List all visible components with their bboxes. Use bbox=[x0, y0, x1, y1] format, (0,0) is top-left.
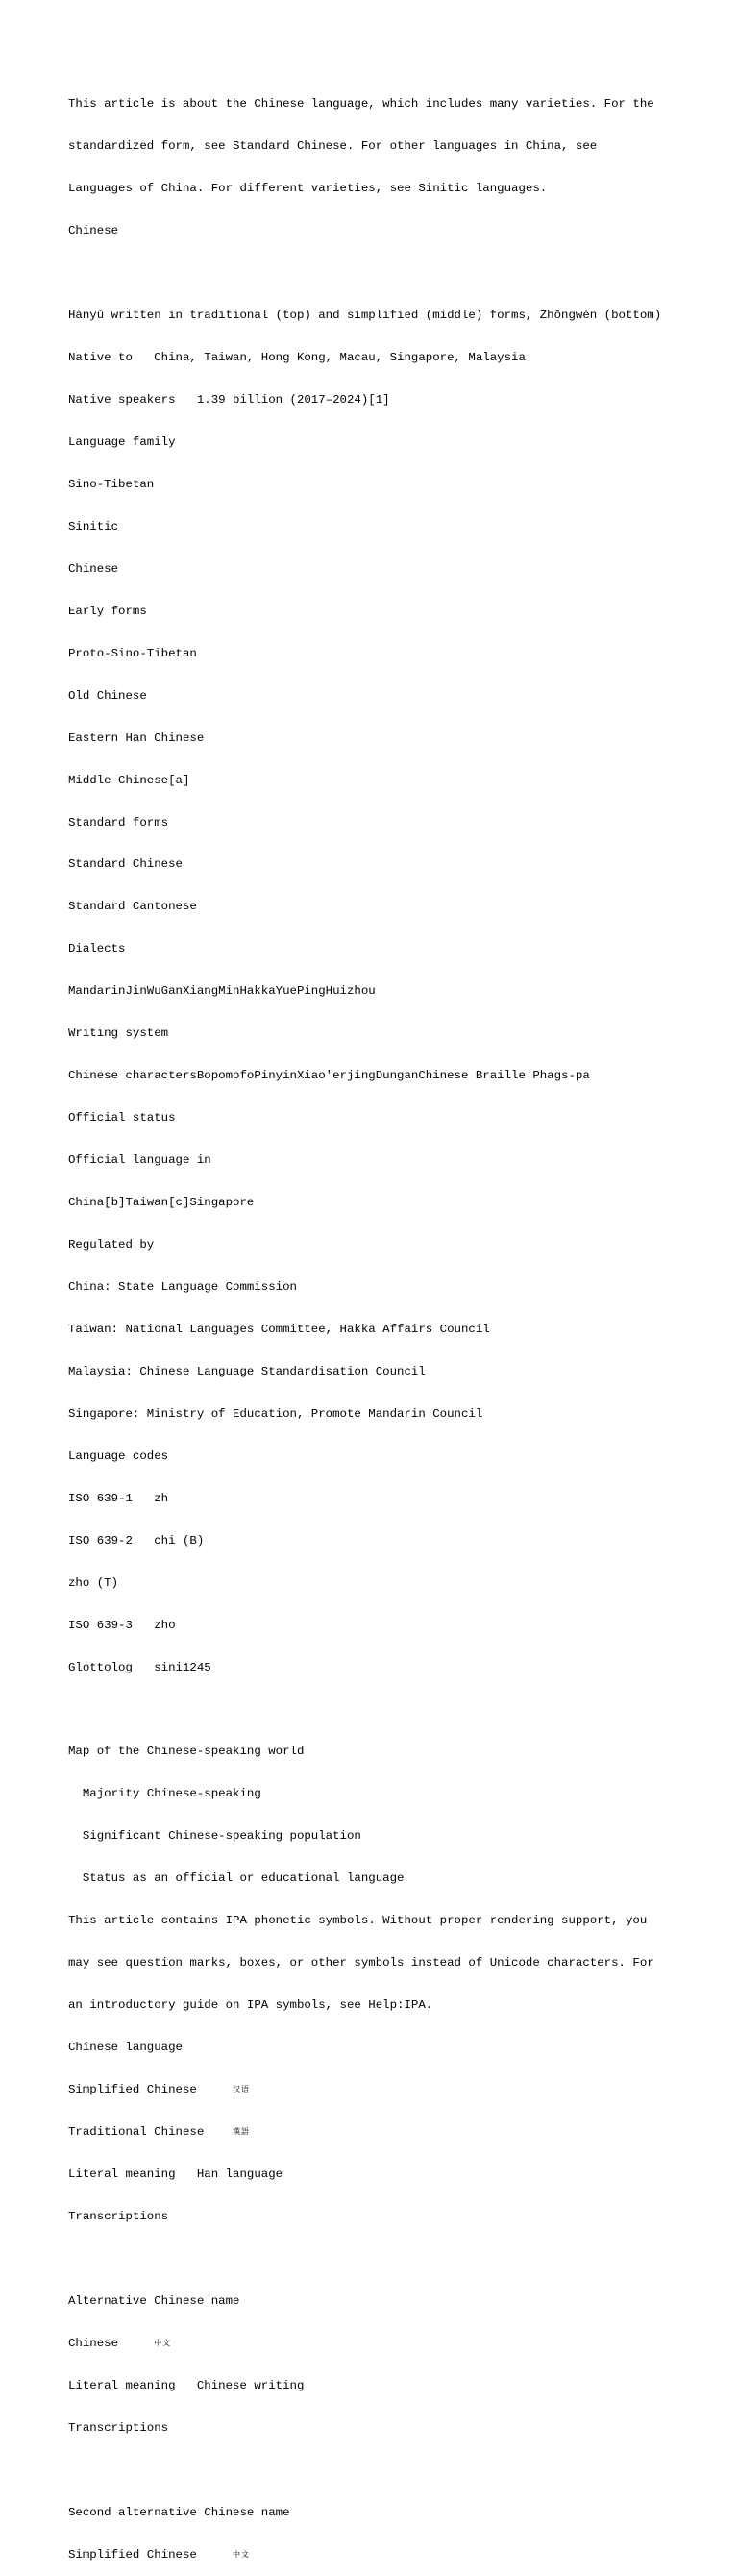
infobox-row: Sino-Tibetan bbox=[68, 477, 155, 491]
ipa-notice: an introductory guide on IPA symbols, see Help:IPA. bbox=[68, 1998, 433, 2013]
map-caption: Map of the Chinese-speaking world bbox=[68, 1745, 305, 1759]
map-legend-item: Majority Chinese-speaking bbox=[68, 1787, 261, 1801]
traditional-chinese-glyphs: 漢語 bbox=[233, 2128, 251, 2138]
name-box-title: Second alternative Chinese name bbox=[68, 2505, 290, 2519]
infobox-row: Official language in bbox=[68, 1153, 211, 1168]
infobox-row: Standard Cantonese bbox=[68, 900, 197, 914]
infobox-row: Native to China, Taiwan, Hong Kong, Macau, Singapore, Malaysia bbox=[68, 351, 526, 365]
infobox-row: Writing system bbox=[68, 1027, 169, 1041]
name-box-row: Simplified Chinese 汉语 bbox=[68, 2083, 251, 2097]
name-box-row: Literal meaning Han language bbox=[68, 2167, 283, 2182]
simplified-chinese-glyphs: 中文 bbox=[233, 2550, 251, 2560]
infobox-row: Standard Chinese bbox=[68, 857, 183, 872]
infobox-row: Singapore: Ministry of Education, Promote Mandarin Council bbox=[68, 1406, 483, 1421]
name-box-row: Transcriptions bbox=[68, 2420, 169, 2435]
hatnote-line: standardized form, see Standard Chinese. For other languages in China, see bbox=[68, 139, 598, 154]
infobox-row: Chinese bbox=[68, 561, 119, 576]
hatnote-line: Languages of China. For different varieties, see Sinitic languages. bbox=[68, 182, 548, 196]
name-box-title: Chinese language bbox=[68, 2041, 183, 2055]
infobox-row: MandarinJinWuGanXiangMinHakkaYuePingHuizhou bbox=[68, 984, 376, 999]
chinese-glyphs: 中文 bbox=[154, 2339, 172, 2348]
infobox-row: Eastern Han Chinese bbox=[68, 731, 205, 745]
infobox-row: Glottolog sini1245 bbox=[68, 1660, 211, 1674]
blank-line bbox=[68, 2252, 683, 2266]
infobox-row: Chinese charactersBopomofoPinyinXiao'erjingDunganChinese BrailleʼPhags-pa bbox=[68, 1069, 590, 1083]
infobox-row: ISO 639-2 chi (B) bbox=[68, 1533, 205, 1548]
infobox-row: Early forms bbox=[68, 604, 147, 618]
infobox-row: Regulated by bbox=[68, 1238, 155, 1252]
infobox-row: ISO 639-1 zh bbox=[68, 1491, 169, 1505]
map-legend-item: Significant Chinese-speaking population bbox=[68, 1829, 361, 1844]
infobox-row: Language codes bbox=[68, 1449, 169, 1463]
ipa-notice: may see question marks, boxes, or other symbols instead of Unicode characters. For bbox=[68, 1956, 654, 1970]
infobox-row: Taiwan: National Languages Committee, Hakka Affairs Council bbox=[68, 1322, 490, 1336]
name-box-row: Transcriptions bbox=[68, 2209, 169, 2223]
simplified-chinese-glyphs: 汉语 bbox=[233, 2086, 251, 2095]
name-box-row: Traditional Chinese 漢語 bbox=[68, 2125, 251, 2140]
infobox-row: Language family bbox=[68, 434, 176, 449]
name-box-row: Literal meaning Chinese writing bbox=[68, 2378, 305, 2392]
infobox-row: Standard forms bbox=[68, 815, 169, 830]
infobox-row: Middle Chinese[a] bbox=[68, 773, 190, 787]
ipa-notice: This article contains IPA phonetic symbols. Without proper rendering support, you bbox=[68, 1914, 648, 1928]
infobox-row: Old Chinese bbox=[68, 688, 147, 703]
infobox-row: Native speakers 1.39 billion (2017–2024)[1] bbox=[68, 392, 390, 407]
name-box-row: Simplified Chinese 中文 bbox=[68, 2547, 251, 2562]
map-legend-item: Status as an official or educational language bbox=[68, 1871, 405, 1886]
blank-line bbox=[68, 1703, 683, 1718]
infobox-row: Official status bbox=[68, 1111, 176, 1126]
name-box-title: Alternative Chinese name bbox=[68, 2293, 240, 2308]
infobox-title: Chinese bbox=[68, 224, 119, 238]
infobox-row: ISO 639-3 zho bbox=[68, 1618, 176, 1632]
infobox-row: Sinitic bbox=[68, 519, 119, 533]
hatnote-line: This article is about the Chinese language, which includes many varieties. For the bbox=[68, 97, 654, 111]
article-text bbox=[68, 69, 683, 2576]
infobox-row: zho (T) bbox=[68, 1575, 119, 1590]
infobox-row: Proto-Sino-Tibetan bbox=[68, 646, 197, 660]
infobox-caption: Hànyǔ written in traditional (top) and simplified (middle) forms, Zhōngwén (bottom) bbox=[68, 309, 662, 323]
infobox-row: China[b]Taiwan[c]Singapore bbox=[68, 1196, 255, 1210]
name-box-row: Chinese 中文 bbox=[68, 2336, 172, 2350]
infobox-row: Dialects bbox=[68, 942, 126, 956]
infobox-row: Malaysia: Chinese Language Standardisation Council bbox=[68, 1364, 426, 1378]
blank-line bbox=[68, 2464, 683, 2478]
infobox-row: China: State Language Commission bbox=[68, 1280, 297, 1294]
blank-line bbox=[68, 266, 683, 281]
